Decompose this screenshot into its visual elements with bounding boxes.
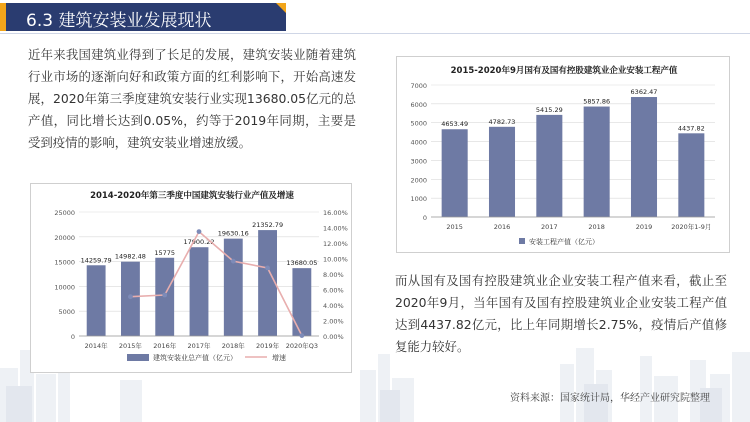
title-divider <box>0 33 750 34</box>
y2-tick-label: 12.00% <box>323 240 348 248</box>
legend-bar-swatch <box>127 354 149 361</box>
y2-tick-label: 0.00% <box>323 333 344 341</box>
y2-tick-label: 10.00% <box>323 255 348 264</box>
bar-value-label: 15775 <box>154 248 176 257</box>
y-tick-label: 15000 <box>54 258 75 267</box>
bar <box>258 230 277 336</box>
soe-paragraph: 而从国有及国有控股建筑业企业安装工程产值来看，截止至2020年9月，当年国有及国有控股建筑业企业安装工程产值达到4437.82亿元，比上年同期增长2.75%，疫情后产值修复能力较好。 <box>395 273 727 354</box>
bar <box>631 97 657 217</box>
y-tick-label: 0 <box>70 333 75 341</box>
bar-value-label: 5857.86 <box>583 97 611 106</box>
y-tick-label: 6000 <box>410 100 427 109</box>
legend-label: 安装工程产值（亿元） <box>529 238 599 246</box>
industry-output-chart <box>30 183 352 373</box>
y-tick-label: 3000 <box>410 157 427 166</box>
bar-value-label: 21352.79 <box>252 221 284 230</box>
growth-point <box>162 293 167 298</box>
y2-tick-label: 2.00% <box>323 317 344 326</box>
bar <box>190 247 209 336</box>
legend-bar-swatch <box>519 238 525 244</box>
legend-label: 建筑安装业总产值（亿元） <box>153 354 237 362</box>
y2-tick-label: 16.00% <box>323 209 348 217</box>
bar <box>536 115 562 217</box>
y-tick-label: 25000 <box>54 209 75 217</box>
growth-point <box>265 266 270 271</box>
bar <box>442 129 468 217</box>
y-tick-label: 5000 <box>410 119 427 128</box>
bar <box>584 107 610 217</box>
x-tick-label: 2020年1-9月 <box>671 223 712 231</box>
title-accent <box>0 3 6 31</box>
bar-value-label: 19630.16 <box>217 229 249 238</box>
chart-title: 2015-2020年9月国有及国有控股建筑业企业安装工程产值 <box>450 66 678 76</box>
x-tick-label: 2016年 <box>153 342 177 350</box>
growth-point <box>128 294 133 299</box>
bar-value-label: 6362.47 <box>630 88 658 97</box>
source-note: 资料来源：国家统计局，华经产业研究院整理 <box>510 393 710 404</box>
bar-value-label: 4653.49 <box>441 120 469 129</box>
industry-output-chart-svg <box>31 184 353 374</box>
y-tick-label: 5000 <box>58 308 75 317</box>
x-tick-label: 2018 <box>588 223 605 231</box>
x-tick-label: 2014年 <box>84 342 108 350</box>
bar-value-label: 17900.22 <box>183 238 215 247</box>
x-tick-label: 2019年 <box>256 342 280 350</box>
y-tick-label: 20000 <box>54 233 75 242</box>
bar-value-label: 4782.73 <box>488 117 516 126</box>
bar <box>87 265 106 336</box>
legend-label: 增速 <box>272 354 286 362</box>
bar <box>224 239 243 336</box>
soe-installation-chart-svg <box>397 57 731 254</box>
bar-value-label: 4437.82 <box>677 124 705 133</box>
bar-value-label: 14982.48 <box>114 252 146 261</box>
intro-paragraph: 近年来我国建筑业得到了长足的发展，建筑安装业随着建筑行业市场的逐渐向好和政策方面的红利影响下，开始高速发展，2020年第三季度建筑安装行业实现13680.05亿元的总产值，同比增长达到0.05%，约等于2019年同期，主要是受到疫情的影响，建筑安装业增速放缓。 <box>28 47 356 150</box>
title-bar <box>0 3 286 31</box>
y2-tick-label: 14.00% <box>323 224 348 233</box>
y2-tick-label: 4.00% <box>323 302 344 310</box>
bar <box>678 133 704 217</box>
y-tick-label: 2000 <box>410 176 427 185</box>
bar-value-label: 14259.79 <box>80 256 112 265</box>
x-tick-label: 2020年Q3 <box>285 342 319 350</box>
y-tick-label: 7000 <box>410 82 427 90</box>
chart-title: 2014-2020年第三季度中国建筑安装行业产值及增速 <box>90 191 294 201</box>
y2-tick-label: 8.00% <box>323 271 344 279</box>
y-tick-label: 4000 <box>410 138 427 147</box>
x-tick-label: 2019 <box>635 223 653 231</box>
soe-installation-chart <box>396 56 730 253</box>
x-tick-label: 2015 <box>446 223 463 231</box>
y-tick-label: 0 <box>422 214 427 222</box>
y2-tick-label: 6.00% <box>323 286 344 295</box>
y-tick-label: 1000 <box>410 195 427 204</box>
bar-value-label: 5415.29 <box>535 105 563 114</box>
bar-value-label: 13680.05 <box>286 259 318 268</box>
y-tick-label: 10000 <box>54 283 75 292</box>
growth-point <box>197 229 202 234</box>
x-tick-label: 2018年 <box>221 342 245 350</box>
x-tick-label: 2016 <box>493 223 511 231</box>
bar <box>489 127 515 217</box>
x-tick-label: 2015年 <box>118 342 142 350</box>
x-tick-label: 2017 <box>541 223 558 231</box>
bar <box>292 268 311 336</box>
page-title: 6.3 建筑安装业发展现状 <box>26 11 212 31</box>
x-tick-label: 2017年 <box>187 342 211 350</box>
growth-point <box>299 333 304 338</box>
growth-point <box>231 259 236 264</box>
title-corner <box>276 3 286 13</box>
